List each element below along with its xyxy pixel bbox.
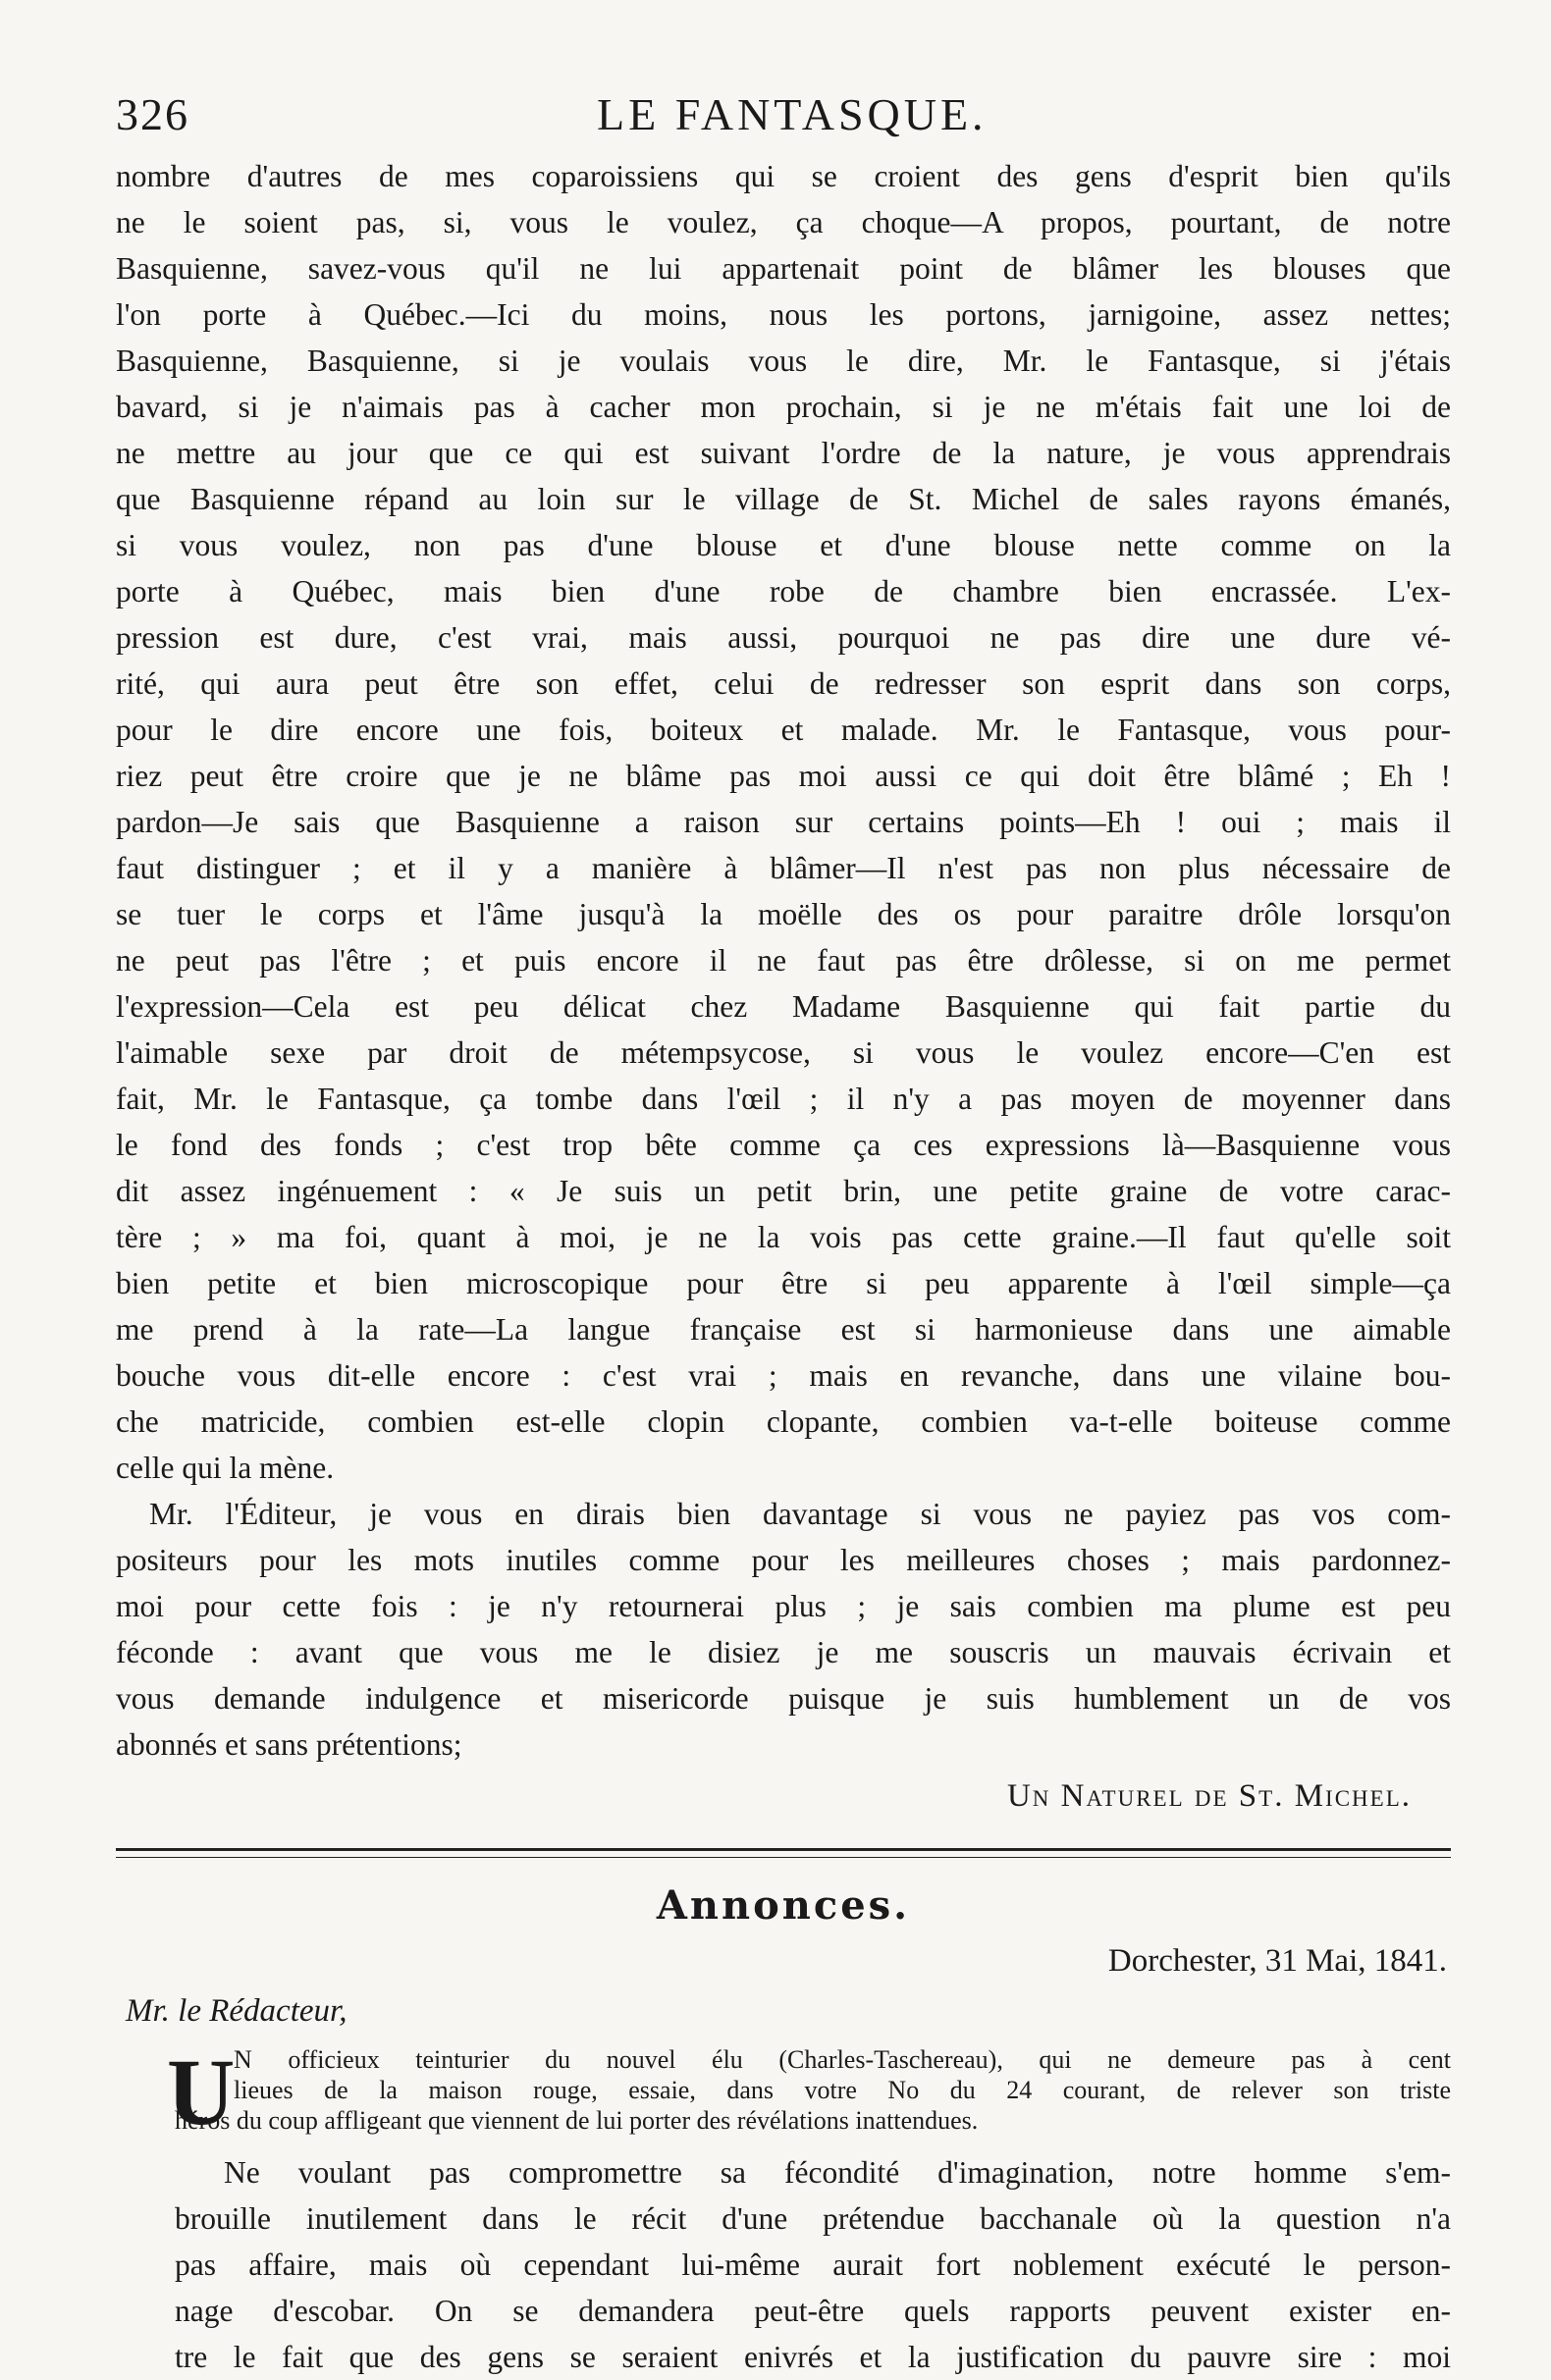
article-line: bien petite et bien microscopique pour être si peu apparente à l'œil simple—ça [116, 1266, 1451, 1300]
article-line: positeurs pour les mots inutiles comme pour les meilleures choses ; mais pardonnez- [116, 1543, 1451, 1577]
article-line: me prend à la rate—La langue française est si harmonieuse dans une aimable [116, 1312, 1451, 1347]
article-line: tère ; » ma foi, quant à moi, je ne la vois pas cette graine.—Il faut qu'elle soit [116, 1220, 1451, 1254]
article-line: abonnés et sans prétentions; [116, 1727, 462, 1762]
journal-title: LE FANTASQUE. [597, 89, 988, 139]
salutation: Mr. le Rédacteur, [126, 1993, 348, 2029]
announcement-line: N officieux teinturier du nouvel élu (Charles-Taschereau), qui ne demeure pas à cent [234, 2045, 1451, 2074]
running-head [116, 79, 1451, 147]
article-line: che matricide, combien est-elle clopin clopante, combien va-t-elle boiteuse comme [116, 1404, 1451, 1439]
announcement-line: tre le fait que des gens se seraient enivrés et la justification du pauvre sire : moi [175, 2340, 1451, 2374]
article-line: le fond des fonds ; c'est trop bête comme ça ces expressions là—Basquienne vous [116, 1128, 1451, 1162]
article-line: fait, Mr. le Fantasque, ça tombe dans l'œil ; il n'y a pas moyen de moyenner dans [116, 1082, 1451, 1116]
article-line: rité, qui aura peut être son effet, celui de redresser son esprit dans son corps, [116, 666, 1451, 701]
article-line: ne peut pas l'être ; et puis encore il ne faut pas être drôlesse, si on me permet [116, 943, 1451, 978]
article-line: bouche vous dit-elle encore : c'est vrai ; mais en revanche, dans une vilaine bou- [116, 1358, 1451, 1393]
article-line: celle qui la mène. [116, 1451, 335, 1485]
article-line: l'expression—Cela est peu délicat chez Madame Basquienne qui fait partie du [116, 989, 1451, 1024]
article-line: si vous voulez, non pas d'une blouse et d'une blouse nette comme on la [116, 528, 1451, 562]
announcement-line: lieues de la maison rouge, essaie, dans votre No du 24 courant, de relever son triste [234, 2076, 1451, 2104]
newspaper-page [116, 79, 1451, 2374]
article-line: porte à Québec, mais bien d'une robe de chambre bien encrassée. L'ex- [116, 574, 1451, 608]
article-line: bavard, si je n'aimais pas à cacher mon prochain, si je ne m'étais fait une loi de [116, 390, 1451, 424]
article-line: Mr. l'Éditeur, je vous en dirais bien davantage si vous ne payiez pas vos com- [149, 1497, 1451, 1531]
announcement-line: pas affaire, mais où cependant lui-même aurait fort noblement exécuté le person- [175, 2248, 1451, 2282]
article-line: pour le dire encore une fois, boiteux et malade. Mr. le Fantasque, vous pour- [116, 713, 1451, 747]
article-line: nombre d'autres de mes coparoissiens qui se croient des gens d'esprit bien qu'ils [116, 159, 1451, 193]
page-number: 326 [116, 89, 189, 139]
announcement-body [116, 2039, 1451, 2380]
article-line: Basquienne, Basquienne, si je voulais vous le dire, Mr. le Fantasque, si j'étais [116, 344, 1451, 378]
announcement-paragraph [116, 2149, 1451, 2380]
section-divider [116, 1848, 1451, 1858]
article-line: vous demande indulgence et misericorde puisque je suis humblement un de vos [116, 1681, 1451, 1716]
letter-article [116, 153, 1451, 1821]
announcement-line: nage d'escobar. On se demandera peut-être quels rapports peuvent exister en- [175, 2294, 1451, 2328]
article-line: faut distinguer ; et il y a manière à blâmer—Il n'est pas non plus nécessaire de [116, 851, 1451, 885]
article-line: ne le soient pas, si, vous le voulez, ça choque—A propos, pourtant, de notre [116, 205, 1451, 239]
article-line: pression est dure, c'est vrai, mais aussi, pourquoi ne pas dire une dure vé- [116, 620, 1451, 655]
article-line: que Basquienne répand au loin sur le village de St. Michel de sales rayons émanés, [116, 482, 1451, 516]
article-signature: Un Naturel de St. Michel. [1006, 1778, 1412, 1814]
article-line: riez peut être croire que je ne blâme pas moi aussi ce qui doit être blâmé ; Eh ! [116, 759, 1451, 793]
article-line: l'aimable sexe par droit de métempsycose, si vous le voulez encore—C'en est [116, 1035, 1451, 1070]
section-heading-annonces: Annonces. [656, 1882, 911, 1929]
article-line: ne mettre au jour que ce qui est suivant l'ordre de la nature, je vous apprendrais [116, 436, 1451, 470]
announcement-line: brouille inutilement dans le récit d'une prétendue bacchanale où la question n'a [175, 2201, 1451, 2236]
article-line: moi pour cette fois : je n'y retournerai plus ; je sais combien ma plume est peu [116, 1589, 1451, 1623]
article-line: l'on porte à Québec.—Ici du moins, nous les portons, jarnigoine, assez nettes; [116, 297, 1451, 332]
announcement-line: héros du coup affligeant que viennent de lui porter des révélations inattendues. [175, 2106, 979, 2135]
article-line: pardon—Je sais que Basquienne a raison sur certains points—Eh ! oui ; mais il [116, 805, 1451, 839]
article-line: Basquienne, savez-vous qu'il ne lui appartenait point de blâmer les blouses que [116, 251, 1451, 286]
article-line: se tuer le corps et l'âme jusqu'à la moëlle des os pour paraitre drôle lorsqu'on [116, 897, 1451, 931]
announcement-line: Ne voulant pas compromettre sa fécondité d'imagination, notre homme s'em- [224, 2155, 1451, 2190]
dateline: Dorchester, 31 Mai, 1841. [1107, 1943, 1447, 1979]
article-line: féconde : avant que vous me le disiez je me souscris un mauvais écrivain et [116, 1635, 1451, 1669]
drop-cap: U [167, 2039, 236, 2144]
article-line: dit assez ingénuement : « Je suis un petit brin, une petite graine de votre carac- [116, 1174, 1451, 1208]
